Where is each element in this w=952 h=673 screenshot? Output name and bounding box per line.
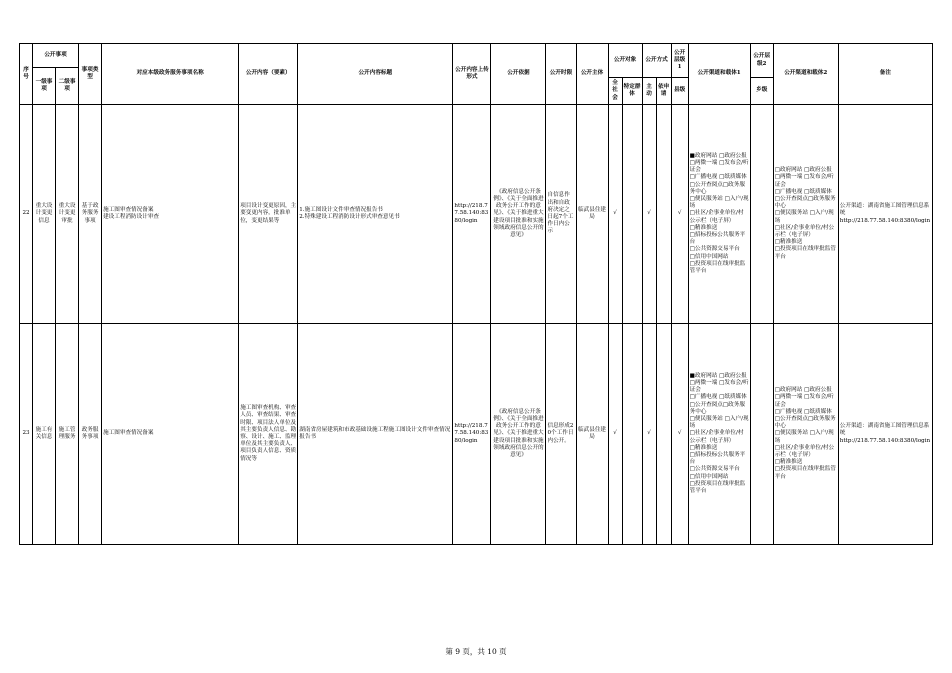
cell-all-society: √	[608, 324, 622, 545]
cell-apply	[656, 324, 671, 545]
header-channel1: 公开渠道和载体1	[688, 44, 750, 105]
header-method: 公开方式	[642, 44, 671, 78]
cell-erji: 施工管理服务	[56, 324, 79, 545]
cell-county: √	[671, 324, 688, 545]
page-footer: 第 9 页，共 10 页	[445, 647, 507, 656]
header-seq: 序号	[20, 44, 33, 105]
disclosure-table	[19, 43, 933, 545]
header-basis: 公开依据	[491, 44, 546, 105]
cell-channel2: □政府网站 □政府公报 □两微一端 □发布会/听证会 □广播电视 □纸质媒体 □公开查阅点□政务服务中心 □便民服务站 □入户/现场 □社区/企事业单位/村公示栏（电子屏） □精准推送 □投资项目在线审批监管平台	[773, 105, 838, 324]
cell-apply	[656, 105, 671, 324]
header-level2: 公开层级2	[750, 44, 773, 78]
cell-erji: 重大设计变更审批	[56, 105, 79, 324]
header-content: 公开内容（要素）	[239, 44, 298, 105]
header-target: 公开对象	[608, 44, 642, 78]
header-form: 公开内容上传形式	[453, 44, 491, 105]
cell-type: 基于政务服务事项	[79, 105, 102, 324]
header-remark: 备注	[838, 44, 932, 105]
header-title: 公开内容标题	[298, 44, 453, 105]
header-yiji: 一级事项	[33, 68, 56, 105]
cell-form: http://218.77.58.140:8380/login	[453, 324, 491, 545]
cell-channel2: □政府网站 □政府公报 □两微一端 □发布会/听证会 □广播电视 □纸质媒体 □公开查阅点□政务服务中心 □便民服务站 □入户/现场 □社区/企事业单位/村公示栏（电子屏） □精准推送 □投资项目在线审批监管平台	[773, 324, 838, 545]
header-level2-sub: 乡级	[750, 78, 773, 105]
cell-all-society: √	[608, 105, 622, 324]
cell-subject: 临武县住建局	[576, 105, 608, 324]
cell-channel1: ■政府网站 □政府公报 □两微一端 □发布会/听证会 □广播电视 □纸质媒体 □公开查阅点□政务服务中心 □便民服务站 □入户/现场 □社区/企事业单位/村公示栏（电子屏） □精准推送 □招标投标公共服务平台 □公共资源交易平台 □信用中国网站 □投资项目在线审批监管平台	[688, 105, 750, 324]
cell-county: √	[671, 105, 688, 324]
cell-specific	[622, 324, 642, 545]
cell-township	[750, 105, 773, 324]
header-channel2: 公开渠道和载体2	[773, 44, 838, 105]
cell-content: 施工图审查机构、审查人员、审查结果、审查时限、项目法人单位及其主要负责人信息、勘察、设计、施工、监理单位及其主要负责人、项目负责人信息、资质情况等	[239, 324, 298, 545]
cell-content: 项目设计变更原因，主要变更内容，批准单位，变更结果等	[239, 105, 298, 324]
cell-name: 施工图审查情况备案	[102, 324, 239, 545]
header-name: 对应本级政务服务事项名称	[102, 44, 239, 105]
cell-seq: 22	[20, 105, 33, 324]
cell-specific	[622, 105, 642, 324]
header-apply: 依申请	[656, 78, 671, 105]
cell-time: 自信息作出和自政府决定之日起7个工作日内公示	[546, 105, 576, 324]
table-row	[20, 105, 933, 324]
cell-basis: 《政府信息公开条例》、《关于全面推进政务公开工作的意见》、《关于推进重大建设项目批准和实施领域政府信息公开的意见》	[491, 105, 546, 324]
header-row-1	[20, 44, 933, 68]
cell-yiji: 施工有关信息	[33, 324, 56, 545]
table-row	[20, 324, 933, 545]
header-active: 主动	[642, 78, 656, 105]
cell-active: √	[642, 324, 656, 545]
cell-name: 施工图审查情况备案 建设工程消防设计审查	[102, 105, 239, 324]
cell-time: 信息形成20个工作日内公开。	[546, 324, 576, 545]
header-level1: 公开层级1	[671, 44, 688, 78]
header-specific: 特定群体	[622, 78, 642, 105]
header-erji: 二级事项	[56, 68, 79, 105]
header-gkx: 公开事项	[33, 44, 79, 68]
cell-form: http://218.77.58.140:8380/login	[453, 105, 491, 324]
cell-title: 1.施工图设计文件审查情况报告书 2.特殊建设工程消防设计形式审查意见书	[298, 105, 453, 324]
cell-basis: 《政府信息公开条例》、《关于全面推进政务公开工作的意见》、《关于推进重大建设项目批准和实施领域政府信息公开的意见》	[491, 324, 546, 545]
cell-title: 湖南省房屋建筑和市政基础设施工程施工图设计文件审查情况报告书	[298, 324, 453, 545]
cell-yiji: 重大设计变更信息	[33, 105, 56, 324]
cell-subject: 临武县住建局	[576, 324, 608, 545]
cell-township	[750, 324, 773, 545]
header-all-society: 全社会	[608, 78, 622, 105]
cell-remark: 公开渠道：湖南省施工图管理信息系统 http://218.77.58.140:8380/login	[838, 324, 932, 545]
cell-type: 政务服务事项	[79, 324, 102, 545]
cell-channel1: ■政府网站 □政府公报 □两微一端 □发布会/听证会 □广播电视 □纸质媒体 □公开查阅点□政务服务中心 □便民服务站 □入户/现场 □社区/企事业单位/村公示栏（电子屏） □精准推送 □招标投标公共服务平台 □公共资源交易平台 □信用中国网站 □投资项目在线审批监管平台	[688, 324, 750, 545]
header-level1-sub: 县级	[671, 78, 688, 105]
cell-remark: 公开渠道：湖南省施工图管理信息系统 http://218.77.58.140:8380/login	[838, 105, 932, 324]
header-subject: 公开主体	[576, 44, 608, 105]
header-type: 事项类型	[79, 44, 102, 105]
header-time: 公开时限	[546, 44, 576, 105]
cell-seq: 23	[20, 324, 33, 545]
cell-active: √	[642, 105, 656, 324]
